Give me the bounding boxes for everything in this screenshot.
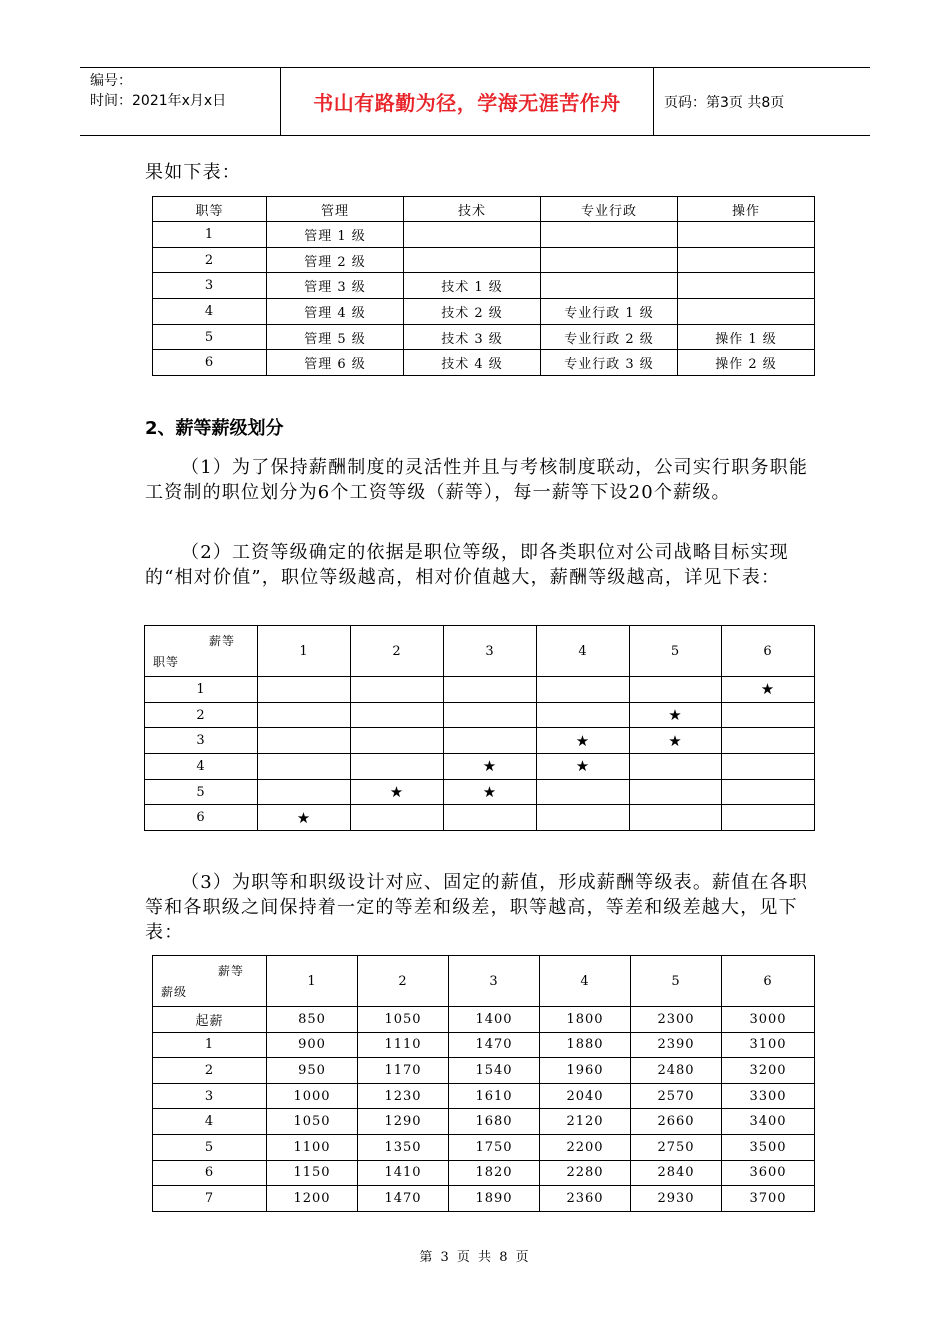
table-cell: 3200 — [722, 1058, 815, 1084]
table-cell: 2480 — [631, 1058, 722, 1084]
table-cell: 管理 3 级 — [267, 273, 404, 299]
header-cell: 6 — [722, 626, 815, 677]
header-cell: 1 — [258, 626, 351, 677]
table-cell: 管理 5 级 — [267, 324, 404, 350]
header-cell: 6 — [722, 956, 815, 1007]
table-cell: 1110 — [358, 1032, 449, 1058]
table-row — [153, 350, 815, 376]
star-marker: ★ — [444, 779, 537, 805]
table-cell — [258, 728, 351, 754]
table-cell: 技术 1 级 — [404, 273, 541, 299]
table-row — [153, 1186, 815, 1212]
header-cell: 操作 — [678, 197, 815, 222]
header-motto: 书山有路勤为径，学海无涯苦作舟 — [281, 68, 654, 135]
table-cell: 1890 — [449, 1186, 540, 1212]
header-cell: 1 — [267, 956, 358, 1007]
table-cell: 2 — [153, 1058, 267, 1084]
table-cell: 2 — [153, 247, 267, 273]
header-cell: 职等 — [153, 197, 267, 222]
table-cell — [351, 805, 444, 831]
table-cell: 3600 — [722, 1160, 815, 1186]
table-cell — [444, 677, 537, 703]
table-cell: 2750 — [631, 1134, 722, 1160]
table-body — [153, 197, 815, 376]
table-cell: 2040 — [540, 1083, 631, 1109]
table-cell: 2120 — [540, 1109, 631, 1135]
table-cell: 1000 — [267, 1083, 358, 1109]
table-cell: 起薪 — [153, 1007, 267, 1033]
section-heading: 2、薪等薪级划分 — [145, 418, 284, 439]
table-cell: 950 — [267, 1058, 358, 1084]
table-cell — [722, 754, 815, 780]
salary-grade-table — [152, 955, 815, 1212]
table-row — [145, 805, 815, 831]
table-row — [145, 754, 815, 780]
table-cell — [678, 273, 815, 299]
star-marker: ★ — [537, 754, 630, 780]
table-cell: 技术 3 级 — [404, 324, 541, 350]
table-cell: 1610 — [449, 1083, 540, 1109]
header-cell: 4 — [540, 956, 631, 1007]
table-cell — [722, 702, 815, 728]
table-cell — [678, 247, 815, 273]
table-cell — [258, 677, 351, 703]
table-cell: 1960 — [540, 1058, 631, 1084]
table-row — [153, 324, 815, 350]
star-marker: ★ — [444, 754, 537, 780]
table-cell — [722, 805, 815, 831]
table-cell: 2930 — [631, 1186, 722, 1212]
table-cell: 1800 — [540, 1007, 631, 1033]
table-cell: 专业行政 3 级 — [541, 350, 678, 376]
table-cell: 3500 — [722, 1134, 815, 1160]
table-row — [145, 677, 815, 703]
table-row — [153, 299, 815, 325]
position-category-table — [152, 196, 815, 376]
paragraph-2: （2）工资等级确定的依据是职位等级，即各类职位对公司战略目标实现的“相对价值”，职位等级越高，相对价值越大，薪酬等级越高，详见下表： — [145, 542, 789, 588]
table-cell: 技术 4 级 — [404, 350, 541, 376]
header-cell: 5 — [631, 956, 722, 1007]
table-cell: 管理 6 级 — [267, 350, 404, 376]
table-cell: 3400 — [722, 1109, 815, 1135]
corner-header-cell — [153, 956, 267, 1007]
table-cell: 1170 — [358, 1058, 449, 1084]
table-cell: 1290 — [358, 1109, 449, 1135]
header-meta — [80, 68, 281, 135]
table-row — [153, 1058, 815, 1084]
star-marker: ★ — [537, 728, 630, 754]
table-cell: 操作 1 级 — [678, 324, 815, 350]
table-cell — [444, 702, 537, 728]
table-cell: 1540 — [449, 1058, 540, 1084]
header-cell: 2 — [358, 956, 449, 1007]
table-cell: 3300 — [722, 1083, 815, 1109]
table-cell — [351, 677, 444, 703]
table-cell — [537, 805, 630, 831]
table-cell: 1050 — [267, 1109, 358, 1135]
table-cell: 900 — [267, 1032, 358, 1058]
table-row — [145, 779, 815, 805]
table-cell — [258, 779, 351, 805]
table-cell — [404, 247, 541, 273]
table-cell: 操作 2 级 — [678, 350, 815, 376]
table-cell: 1820 — [449, 1160, 540, 1186]
table-cell — [444, 728, 537, 754]
table-cell — [630, 805, 722, 831]
table-cell: 1880 — [540, 1032, 631, 1058]
table-cell: 3000 — [722, 1007, 815, 1033]
table-cell: 4 — [153, 1109, 267, 1135]
corner-column-label: 薪等 — [208, 634, 235, 648]
table-body — [145, 626, 815, 831]
table-cell: 1470 — [449, 1032, 540, 1058]
paragraph-1: （1）为了保持薪酬制度的灵活性并且与考核制度联动，公司实行职务职能工资制的职位划分为6个工资等级（薪等），每一薪等下设20个薪级。 — [145, 457, 809, 503]
table-cell — [630, 677, 722, 703]
table-row — [153, 1160, 815, 1186]
table-cell: 1150 — [267, 1160, 358, 1186]
page-footer: 第 3 页 共 8 页 — [419, 1250, 531, 1265]
star-marker: ★ — [258, 805, 351, 831]
table-body — [153, 956, 815, 1212]
table-cell — [722, 779, 815, 805]
table-cell — [351, 728, 444, 754]
corner-column-label: 薪等 — [217, 964, 244, 978]
table-cell — [444, 805, 537, 831]
table-header-row — [153, 956, 815, 1007]
table-cell: 管理 1 级 — [267, 222, 404, 248]
table-cell: 管理 2 级 — [267, 247, 404, 273]
table-cell: 3100 — [722, 1032, 815, 1058]
table-cell: 2200 — [540, 1134, 631, 1160]
table-cell: 5 — [153, 1134, 267, 1160]
table-cell: 1470 — [358, 1186, 449, 1212]
table-cell — [541, 247, 678, 273]
grade-level-mapping-table — [144, 625, 815, 831]
table-cell — [630, 754, 722, 780]
header-cell: 5 — [630, 626, 722, 677]
table-cell: 1230 — [358, 1083, 449, 1109]
table-cell: 2 — [145, 702, 258, 728]
corner-row-label: 薪级 — [161, 985, 188, 999]
table-cell: 6 — [153, 350, 267, 376]
table-row — [153, 1109, 815, 1135]
table-cell: 2570 — [631, 1083, 722, 1109]
intro-text: 果如下表： — [145, 162, 241, 183]
table-cell: 850 — [267, 1007, 358, 1033]
table-cell: 6 — [145, 805, 258, 831]
header-cell: 4 — [537, 626, 630, 677]
table-row — [153, 1083, 815, 1109]
table-cell: 1680 — [449, 1109, 540, 1135]
table-cell — [537, 702, 630, 728]
table-cell: 1 — [153, 222, 267, 248]
table-row — [153, 1007, 815, 1033]
corner-header-cell — [145, 626, 258, 677]
table-row — [145, 728, 815, 754]
table-cell: 1410 — [358, 1160, 449, 1186]
star-marker: ★ — [351, 779, 444, 805]
paragraph-3: （3）为职等和职级设计对应、固定的薪值，形成薪酬等级表。薪值在各职等和各职级之间保持着一定的等差和级差，职等越高，等差和级差越大，见下表： — [145, 872, 809, 943]
header-cell: 2 — [351, 626, 444, 677]
table-cell — [541, 273, 678, 299]
table-cell: 5 — [153, 324, 267, 350]
table-cell — [678, 222, 815, 248]
star-marker: ★ — [722, 677, 815, 703]
table-row — [153, 273, 815, 299]
table-cell — [678, 299, 815, 325]
table-cell: 3 — [153, 273, 267, 299]
table-cell — [630, 779, 722, 805]
table-cell — [351, 702, 444, 728]
document-time: 时间：2021年x月x日 — [90, 93, 227, 109]
table-cell: 1200 — [267, 1186, 358, 1212]
table-cell — [537, 677, 630, 703]
table-cell: 3 — [145, 728, 258, 754]
table-cell: 2300 — [631, 1007, 722, 1033]
header-cell: 专业行政 — [541, 197, 678, 222]
table-cell: 2660 — [631, 1109, 722, 1135]
table-cell: 6 — [153, 1160, 267, 1186]
table-cell: 3 — [153, 1083, 267, 1109]
table-cell: 7 — [153, 1186, 267, 1212]
table-cell: 1050 — [358, 1007, 449, 1033]
table-cell — [722, 728, 815, 754]
table-row — [153, 247, 815, 273]
table-cell: 管理 4 级 — [267, 299, 404, 325]
table-cell: 1350 — [358, 1134, 449, 1160]
header-cell: 3 — [449, 956, 540, 1007]
corner-row-label: 职等 — [153, 655, 180, 669]
table-cell — [537, 779, 630, 805]
table-cell: 2280 — [540, 1160, 631, 1186]
table-cell: 1 — [153, 1032, 267, 1058]
header-cell: 管理 — [267, 197, 404, 222]
table-cell — [258, 702, 351, 728]
table-cell: 专业行政 1 级 — [541, 299, 678, 325]
table-cell: 4 — [145, 754, 258, 780]
table-cell: 2390 — [631, 1032, 722, 1058]
table-row — [153, 222, 815, 248]
table-cell: 5 — [145, 779, 258, 805]
page-header — [80, 67, 870, 136]
table-header-row — [153, 197, 815, 222]
table-row — [153, 1032, 815, 1058]
table-cell: 4 — [153, 299, 267, 325]
star-marker: ★ — [630, 702, 722, 728]
star-marker: ★ — [630, 728, 722, 754]
table-cell: 2360 — [540, 1186, 631, 1212]
header-page-number: 页码：第3页 共8页 — [664, 94, 785, 111]
header-cell: 3 — [444, 626, 537, 677]
header-cell: 技术 — [404, 197, 541, 222]
table-cell — [351, 754, 444, 780]
table-cell — [258, 754, 351, 780]
table-cell: 技术 2 级 — [404, 299, 541, 325]
table-cell: 3700 — [722, 1186, 815, 1212]
table-cell: 1100 — [267, 1134, 358, 1160]
table-cell: 1 — [145, 677, 258, 703]
table-cell: 1400 — [449, 1007, 540, 1033]
table-cell: 2840 — [631, 1160, 722, 1186]
table-row — [153, 1134, 815, 1160]
table-header-row — [145, 626, 815, 677]
table-cell — [541, 222, 678, 248]
table-cell — [404, 222, 541, 248]
document-number: 编号： — [90, 73, 132, 89]
table-row — [145, 702, 815, 728]
table-cell: 1750 — [449, 1134, 540, 1160]
table-cell: 专业行政 2 级 — [541, 324, 678, 350]
